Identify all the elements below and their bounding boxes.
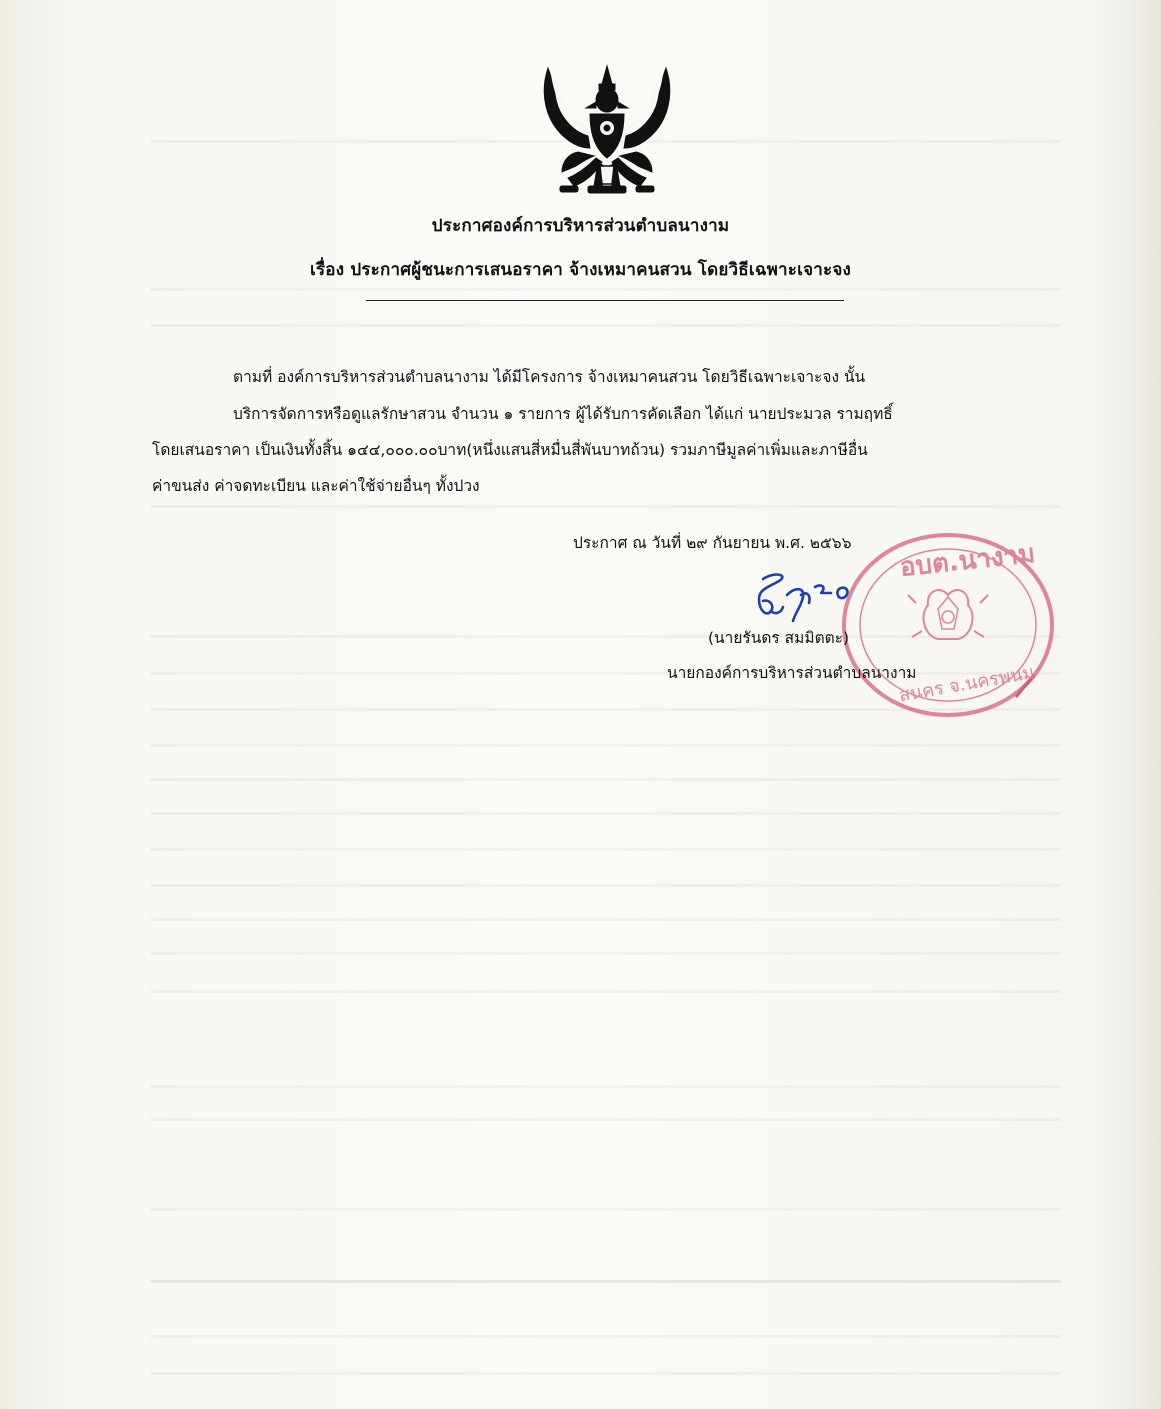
signatory-position: นายกองค์การบริหารส่วนตำบลนางาม (667, 664, 917, 682)
bleed-through-line (150, 288, 1061, 291)
announcement-subject: เรื่อง ประกาศผู้ชนะการเสนอราคา จ้างเหมาคนสวน โดยวิธีเฉพาะเจาะจง (309, 260, 852, 280)
body-line-1: ตามที่ องค์การบริหารส่วนตำบลนางาม ได้มีโครงการ จ้างเหมาคนสวน โดยวิธีเฉพาะเจาะจง นั้น (233, 368, 866, 386)
bleed-through-line (150, 505, 1061, 508)
bleed-through-line (150, 778, 1061, 781)
bleed-through-line (150, 744, 1061, 747)
garuda-emblem-icon (538, 62, 676, 202)
bleed-through-line (150, 812, 1061, 815)
handwritten-signature (745, 565, 865, 625)
bleed-through-line (150, 1335, 1061, 1338)
bleed-through-line (150, 848, 1061, 851)
bleed-through-line (150, 1372, 1061, 1375)
official-seal-icon (838, 525, 1058, 725)
announcement-date: ประกาศ ณ วันที่ ๒๙ กันยายน พ.ศ. ๒๕๖๖ (573, 534, 852, 552)
bleed-through-line (150, 1085, 1061, 1088)
body-line-4: ค่าขนส่ง ค่าจดทะเบียน และค่าใช้จ่ายอื่นๆ ทั้งปวง (152, 477, 480, 495)
body-line-3: โดยเสนอราคา เป็นเงินทั้งสิ้น ๑๔๔,๐๐๐.๐๐บาท(หนึ่งแสนสี่หมื่นสี่พันบาทถ้วน) รวมภาษีมูลค่าเพิ่มและภาษีอื่น (152, 441, 868, 459)
seal-bottom-text: สนคร จ.นครพนม (897, 662, 1036, 707)
bleed-through-line (150, 1208, 1061, 1211)
bleed-through-line (150, 324, 1061, 327)
bleed-through-line (150, 990, 1061, 993)
bleed-through-line (150, 1118, 1061, 1121)
signatory-name: (นายรันดร สมมิตตะ) (708, 629, 850, 647)
bleed-through-line (150, 884, 1061, 887)
announcement-title: ประกาศองค์การบริหารส่วนตำบลนางาม (431, 216, 730, 236)
title-divider (366, 300, 844, 301)
bleed-through-line (150, 918, 1061, 921)
seal-top-text: อบต.นางาม (898, 538, 1037, 583)
bleed-through-line (150, 952, 1061, 955)
bleed-through-line (150, 1280, 1061, 1283)
body-line-2: บริการจัดการหรือดูแลรักษาสวน จำนวน ๑ รายการ ผู้ได้รับการคัดเลือก ได้แก่ นายประมวล รามฤทธิ์ (233, 405, 893, 423)
